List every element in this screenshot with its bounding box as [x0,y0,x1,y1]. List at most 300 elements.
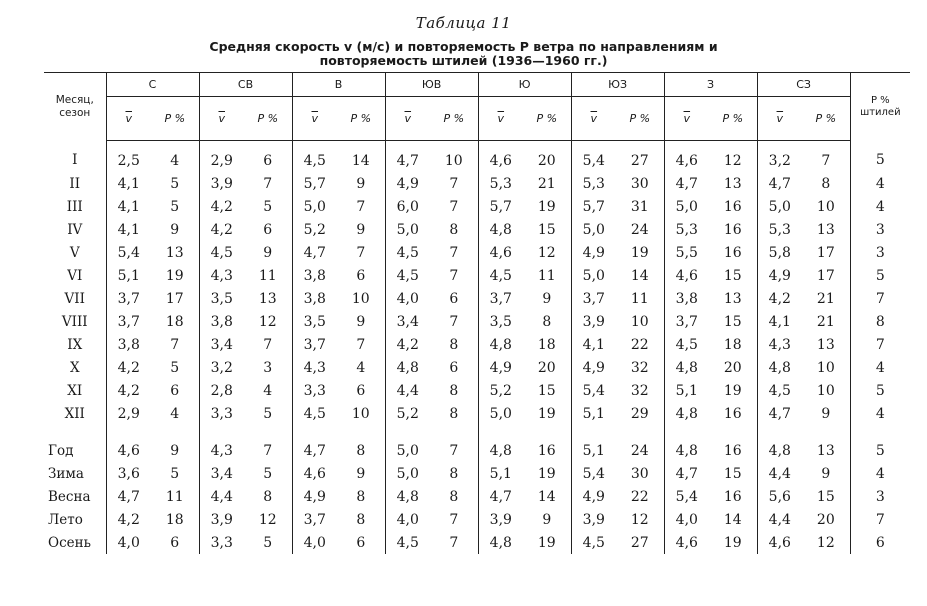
frequency-cell: 32 [630,359,649,376]
speed-cell: 4,4 [199,485,244,508]
frequency-cell: 6 [356,382,366,399]
frequency-cell: 7 [449,267,459,284]
frequency-cell: 15 [723,465,742,482]
speed-cell: 5,0 [385,462,430,485]
frequency-cell: 15 [537,382,556,399]
frequency-cell: 30 [630,175,649,192]
frequency-cell: 12 [816,534,835,551]
month-row [44,241,910,264]
section-spacer [44,425,910,439]
speed-cell: 2,9 [199,141,244,173]
speed-cell: 4,1 [757,310,802,333]
frequency-cell: 5 [170,465,180,482]
table-title-line2: повторяемость штилей (1936—1960 гг.) [319,53,608,68]
speed-cell: 4,7 [478,485,523,508]
speed-cell: 5,0 [478,402,523,425]
frequency-cell: 4 [263,382,273,399]
speed-cell: 5,0 [385,439,430,462]
frequency-cell: 16 [723,221,742,238]
frequency-cell: 4 [170,405,180,422]
row-label: Год [48,442,74,459]
row-label: Весна [48,488,91,505]
speed-cell: 5,3 [757,218,802,241]
frequency-cell: 19 [723,534,742,551]
speed-symbol: $\overline{v}$ [776,112,784,125]
frequency-cell: 6 [170,534,180,551]
speed-cell: 4,8 [478,439,523,462]
month-row [44,310,910,333]
frequency-cell: 30 [630,465,649,482]
speed-symbol: $\overline{v}$ [497,112,505,125]
speed-cell: 4,8 [664,356,709,379]
calm-cell: 7 [850,508,910,531]
speed-cell: 3,8 [292,287,337,310]
speed-cell: 4,2 [385,333,430,356]
frequency-cell: 19 [537,534,556,551]
direction-header: СЗ [757,73,850,97]
frequency-cell: 12 [537,244,556,261]
season-row [44,531,910,554]
frequency-cell: 21 [537,175,556,192]
spacer-cell [151,425,199,439]
month-row [44,218,910,241]
frequency-cell: 10 [351,290,370,307]
direction-header: В [292,73,385,97]
spacer-cell [850,425,910,439]
frequency-cell: 6 [449,359,459,376]
speed-cell: 4,4 [757,462,802,485]
speed-cell: 4,0 [385,508,430,531]
frequency-cell: 19 [723,382,742,399]
frequency-cell: 7 [449,313,459,330]
speed-cell: 5,4 [664,485,709,508]
frequency-cell: 5 [170,359,180,376]
speed-cell: 4,6 [478,241,523,264]
speed-subheader [757,97,802,141]
month-column-header: Месяц, сезон [44,73,106,141]
speed-cell: 5,4 [571,141,616,173]
frequency-cell: 8 [449,336,459,353]
table-body [44,141,910,555]
speed-cell: 4,9 [571,356,616,379]
frequency-cell: 17 [816,267,835,284]
speed-cell: 5,3 [664,218,709,241]
speed-cell: 5,2 [292,218,337,241]
month-row [44,402,910,425]
speed-cell: 4,8 [385,485,430,508]
frequency-cell: 10 [351,405,370,422]
calm-cell: 5 [850,264,910,287]
speed-cell: 4,8 [757,439,802,462]
calm-cell: 4 [850,356,910,379]
frequency-cell: 19 [537,465,556,482]
speed-cell: 3,7 [664,310,709,333]
speed-cell: 3,7 [106,310,151,333]
frequency-cell: 8 [449,382,459,399]
speed-symbol: $\overline{v}$ [125,112,132,125]
spacer-cell [199,425,244,439]
speed-cell: 3,5 [292,310,337,333]
speed-subheader [385,97,430,141]
speed-cell: 4,0 [385,287,430,310]
speed-cell: 4,5 [478,264,523,287]
frequency-cell: 5 [263,198,273,215]
frequency-cell: 13 [723,175,742,192]
speed-cell: 5,7 [292,172,337,195]
calm-cell: 3 [850,241,910,264]
frequency-cell: 20 [537,152,556,169]
spacer-cell [430,425,478,439]
frequency-cell: 22 [630,488,649,505]
speed-cell: 3,9 [199,172,244,195]
speed-cell: 3,3 [199,402,244,425]
row-label: Зима [48,465,84,482]
speed-cell: 2,5 [106,141,151,173]
speed-cell: 3,3 [292,379,337,402]
frequency-subheader: P % [616,97,664,141]
row-label: III [66,198,83,215]
frequency-cell: 20 [723,359,742,376]
speed-cell: 5,4 [106,241,151,264]
frequency-cell: 21 [816,290,835,307]
speed-cell: 4,6 [757,531,802,554]
frequency-cell: 29 [630,405,649,422]
frequency-cell: 15 [537,221,556,238]
speed-cell: 4,9 [385,172,430,195]
speed-cell: 4,2 [106,379,151,402]
speed-cell: 3,8 [199,310,244,333]
speed-cell: 3,4 [385,310,430,333]
frequency-cell: 17 [165,290,184,307]
speed-cell: 3,7 [292,508,337,531]
frequency-cell: 22 [630,336,649,353]
frequency-cell: 12 [258,511,277,528]
frequency-cell: 4 [356,359,366,376]
spacer-cell [244,425,292,439]
frequency-cell: 7 [449,534,459,551]
speed-cell: 4,6 [106,439,151,462]
frequency-cell: 9 [263,244,273,261]
subheader-row [44,97,910,141]
speed-cell: 4,7 [757,172,802,195]
calm-cell: 6 [850,531,910,554]
speed-cell: 5,0 [571,264,616,287]
frequency-cell: 16 [537,442,556,459]
speed-cell: 3,7 [292,333,337,356]
frequency-cell: 10 [816,198,835,215]
speed-cell: 5,3 [478,172,523,195]
frequency-cell: 10 [630,313,649,330]
calm-cell: 4 [850,172,910,195]
frequency-cell: 9 [170,221,180,238]
spacer-cell [616,425,664,439]
frequency-cell: 20 [816,511,835,528]
frequency-cell: 13 [816,221,835,238]
frequency-cell: 4 [170,152,180,169]
speed-cell: 5,0 [385,218,430,241]
spacer-cell [44,425,106,439]
spacer-cell [802,425,850,439]
frequency-subheader: P % [430,97,478,141]
speed-cell: 4,9 [757,264,802,287]
speed-cell: 3,2 [199,356,244,379]
speed-cell: 4,2 [757,287,802,310]
frequency-cell: 9 [542,511,552,528]
row-label: X [69,359,80,376]
frequency-cell: 13 [723,290,742,307]
spacer-cell [385,425,430,439]
frequency-cell: 12 [630,511,649,528]
speed-cell: 4,5 [664,333,709,356]
calm-cell: 7 [850,333,910,356]
row-label: V [69,244,80,261]
spacer-cell [523,425,571,439]
speed-cell: 4,7 [106,485,151,508]
month-row [44,287,910,310]
frequency-cell: 8 [356,488,366,505]
direction-header: ЮВ [385,73,478,97]
frequency-cell: 16 [723,488,742,505]
calm-cell: 3 [850,485,910,508]
frequency-cell: 8 [356,442,366,459]
speed-cell: 4,9 [571,485,616,508]
speed-cell: 4,8 [478,531,523,554]
frequency-cell: 14 [537,488,556,505]
speed-cell: 4,2 [106,508,151,531]
month-row [44,379,910,402]
speed-cell: 3,8 [106,333,151,356]
spacer-cell [337,425,385,439]
frequency-cell: 8 [821,175,831,192]
table-number: Таблица 11 [415,14,512,32]
frequency-cell: 13 [816,442,835,459]
speed-cell: 3,4 [199,333,244,356]
frequency-cell: 18 [165,511,184,528]
speed-cell: 4,5 [385,531,430,554]
speed-cell: 5,0 [664,195,709,218]
speed-cell: 4,6 [664,264,709,287]
frequency-cell: 14 [630,267,649,284]
speed-cell: 4,1 [106,218,151,241]
frequency-subheader: P % [523,97,571,141]
speed-cell: 3,5 [478,310,523,333]
speed-cell: 5,0 [292,195,337,218]
speed-cell: 4,5 [571,531,616,554]
season-row [44,462,910,485]
speed-cell: 4,4 [385,379,430,402]
frequency-cell: 6 [170,382,180,399]
frequency-subheader: P % [244,97,292,141]
calm-column-header: P % штилей [850,73,910,141]
speed-cell: 5,1 [664,379,709,402]
speed-cell: 4,7 [757,402,802,425]
row-label: Лето [48,511,83,528]
frequency-cell: 7 [449,175,459,192]
speed-subheader [199,97,244,141]
frequency-cell: 9 [542,290,552,307]
frequency-cell: 7 [263,336,273,353]
speed-cell: 3,8 [292,264,337,287]
month-row [44,195,910,218]
speed-cell: 4,5 [757,379,802,402]
speed-cell: 5,8 [757,241,802,264]
frequency-cell: 11 [630,290,649,307]
calm-cell: 5 [850,379,910,402]
row-label: XII [64,405,85,422]
frequency-cell: 7 [449,442,459,459]
speed-cell: 3,5 [199,287,244,310]
frequency-cell: 15 [816,488,835,505]
calm-cell: 4 [850,462,910,485]
speed-cell: 5,2 [385,402,430,425]
frequency-cell: 13 [258,290,277,307]
frequency-cell: 12 [723,152,742,169]
frequency-cell: 32 [630,382,649,399]
speed-cell: 4,0 [106,531,151,554]
frequency-cell: 8 [263,488,273,505]
frequency-cell: 9 [356,175,366,192]
frequency-cell: 8 [449,488,459,505]
frequency-cell: 16 [723,198,742,215]
speed-cell: 4,8 [664,439,709,462]
frequency-cell: 7 [356,198,366,215]
season-row [44,508,910,531]
direction-header: З [664,73,757,97]
speed-symbol: $\overline{v}$ [311,112,319,125]
frequency-cell: 16 [723,244,742,261]
direction-header-row [44,73,910,97]
spacer-cell [664,425,709,439]
frequency-cell: 7 [449,198,459,215]
speed-cell: 4,5 [385,264,430,287]
frequency-cell: 5 [170,175,180,192]
month-row [44,172,910,195]
speed-cell: 4,7 [385,141,430,173]
row-label: VIII [61,313,88,330]
spacer-cell [571,425,616,439]
frequency-cell: 8 [449,465,459,482]
speed-cell: 5,4 [571,379,616,402]
speed-cell: 5,1 [571,402,616,425]
frequency-cell: 19 [537,198,556,215]
frequency-cell: 5 [170,198,180,215]
speed-cell: 5,7 [571,195,616,218]
speed-symbol: $\overline{v}$ [683,112,691,125]
frequency-cell: 7 [263,442,273,459]
speed-subheader [292,97,337,141]
speed-cell: 5,1 [106,264,151,287]
row-label: II [69,175,81,192]
frequency-subheader: P % [709,97,757,141]
table-title-line1: Средняя скорость v (м/с) и повторяемость P ветра по направлениям и [209,39,718,54]
frequency-cell: 6 [263,221,273,238]
frequency-cell: 5 [263,405,273,422]
season-row [44,439,910,462]
frequency-cell: 5 [263,465,273,482]
frequency-cell: 12 [258,313,277,330]
calm-cell: 4 [850,195,910,218]
speed-cell: 3,9 [478,508,523,531]
spacer-cell [757,425,802,439]
row-label: IV [67,221,83,238]
speed-cell: 4,2 [199,195,244,218]
frequency-cell: 8 [449,405,459,422]
frequency-cell: 5 [263,534,273,551]
speed-cell: 4,7 [292,241,337,264]
speed-cell: 3,9 [199,508,244,531]
spacer-cell [292,425,337,439]
frequency-cell: 7 [356,244,366,261]
frequency-cell: 24 [630,221,649,238]
speed-cell: 2,9 [106,402,151,425]
wind-table [44,72,910,554]
frequency-cell: 9 [170,442,180,459]
speed-cell: 4,3 [757,333,802,356]
speed-cell: 4,8 [664,402,709,425]
direction-header: СВ [199,73,292,97]
month-row [44,356,910,379]
direction-header: ЮЗ [571,73,664,97]
row-label: VI [67,267,83,284]
speed-cell: 4,0 [292,531,337,554]
row-label: IX [67,336,83,353]
frequency-cell: 9 [356,465,366,482]
frequency-subheader: P % [337,97,385,141]
month-row [44,264,910,287]
row-label: VII [64,290,85,307]
frequency-subheader: P % [151,97,199,141]
frequency-cell: 7 [170,336,180,353]
frequency-cell: 20 [537,359,556,376]
frequency-cell: 6 [263,152,273,169]
speed-cell: 3,3 [199,531,244,554]
frequency-cell: 7 [821,152,831,169]
row-label: I [72,152,78,169]
speed-cell: 5,0 [571,218,616,241]
frequency-cell: 15 [723,267,742,284]
speed-cell: 2,8 [199,379,244,402]
frequency-cell: 19 [537,405,556,422]
season-row [44,485,910,508]
speed-cell: 4,8 [757,356,802,379]
frequency-cell: 14 [351,152,370,169]
speed-cell: 5,1 [571,439,616,462]
speed-subheader [571,97,616,141]
frequency-cell: 7 [356,336,366,353]
speed-cell: 4,9 [571,241,616,264]
frequency-cell: 14 [723,511,742,528]
calm-cell: 5 [850,439,910,462]
frequency-cell: 18 [165,313,184,330]
speed-cell: 3,7 [571,287,616,310]
frequency-cell: 11 [537,267,556,284]
calm-cell: 7 [850,287,910,310]
speed-cell: 4,0 [664,508,709,531]
row-label: XI [67,382,83,399]
frequency-cell: 27 [630,534,649,551]
direction-header: С [106,73,199,97]
frequency-cell: 9 [356,313,366,330]
speed-cell: 4,6 [664,141,709,173]
speed-cell: 3,8 [664,287,709,310]
frequency-cell: 9 [821,465,831,482]
frequency-cell: 9 [821,405,831,422]
speed-subheader [664,97,709,141]
speed-cell: 4,8 [478,333,523,356]
speed-cell: 3,7 [106,287,151,310]
speed-symbol: $\overline{v}$ [218,112,225,125]
speed-cell: 6,0 [385,195,430,218]
